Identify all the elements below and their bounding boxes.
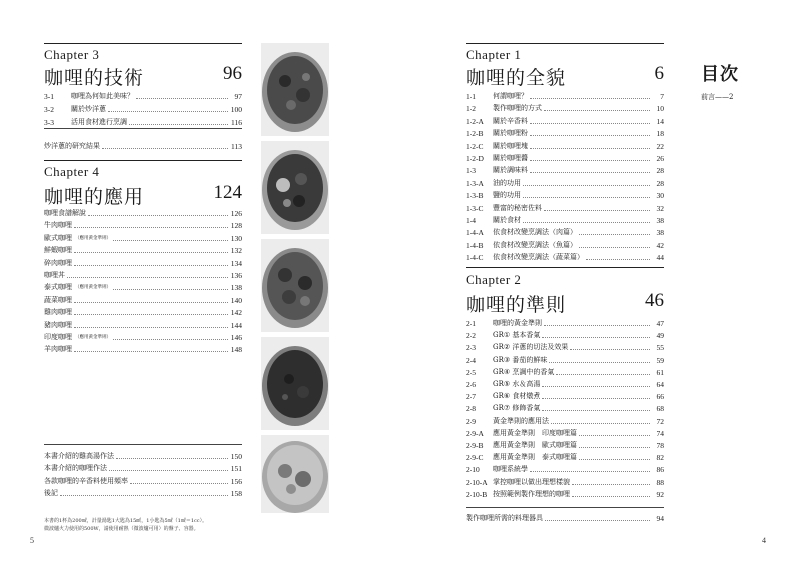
entry-page: 66 xyxy=(656,392,664,402)
entry-note: （應用黃金準則） xyxy=(75,285,111,291)
leader-dots xyxy=(570,349,650,350)
toc-entry xyxy=(466,427,664,438)
toc-entry xyxy=(466,140,664,151)
chapter-2-title: 咖哩的準則 xyxy=(466,294,567,316)
entry-number: 3-2 xyxy=(44,105,54,114)
toc-entry xyxy=(44,487,242,498)
entry-number: 3-1 xyxy=(44,92,54,101)
entry-title: 本書介紹的咖哩作法 xyxy=(44,464,107,473)
leader-dots xyxy=(523,185,650,186)
chapter-3-page: 96 xyxy=(223,63,242,84)
leader-dots xyxy=(74,302,228,303)
entry-title: 泰式咖哩 xyxy=(44,283,72,292)
chapter-3-title: 咖哩的技術 xyxy=(44,67,145,89)
footnote-line-1: 本書的1杯為200㎖，計量湯匙1大匙為15㎖，1小匙為5㎖（1㎖＝1cc）。 xyxy=(44,518,208,524)
entry-title: 油的功用 xyxy=(493,178,521,187)
leader-dots xyxy=(130,483,228,484)
chapter-2-extra-page: 94 xyxy=(656,514,664,523)
entry-title: 關於咖哩粉 xyxy=(493,129,528,138)
chapter-3-extra-page: 113 xyxy=(231,142,242,151)
preface-text: 前言 xyxy=(701,93,715,101)
toc-entry xyxy=(44,207,242,218)
chapter-3-label: Chapter 3 xyxy=(44,47,100,62)
entry-number: 1-2 xyxy=(466,104,476,114)
chapter-3-extra-entry xyxy=(44,140,242,151)
toc-entry xyxy=(44,116,242,127)
entry-title: 蔬菜咖哩 xyxy=(44,295,72,304)
entry-title: 各款咖哩的辛香料使用頻率 xyxy=(44,476,128,485)
photo-curry-3 xyxy=(261,239,329,332)
toc-entry xyxy=(44,90,242,101)
chapter-3-extra-text: 炒洋蔥的研究結果 xyxy=(44,142,100,150)
toc-entry xyxy=(44,281,242,292)
entry-number: 2-5 xyxy=(466,367,476,377)
table-of-contents-heading: 目次 xyxy=(701,64,739,85)
entry-number: 2-8 xyxy=(466,404,476,414)
toc-entry xyxy=(466,251,664,262)
chapter-4-page: 124 xyxy=(213,182,242,203)
entry-page: 82 xyxy=(656,453,664,463)
chapter-2-extra-text: 製作咖哩所需的料理器具 xyxy=(466,514,543,522)
toc-entry xyxy=(44,294,242,305)
leader-dots xyxy=(74,351,228,352)
entry-page: 132 xyxy=(230,246,242,256)
entry-title: GR⑥ 食材燉煮 xyxy=(493,392,541,401)
leader-dots xyxy=(579,234,650,235)
entry-page: 47 xyxy=(656,319,664,328)
leader-dots xyxy=(74,327,228,328)
entry-title: 何謂咖哩？ xyxy=(493,92,528,100)
leader-dots xyxy=(102,148,228,149)
leader-dots xyxy=(108,111,228,112)
toc-entry xyxy=(44,450,242,461)
entry-number: 2-10-B xyxy=(466,489,488,499)
toc-entry xyxy=(466,152,664,163)
toc-entry xyxy=(466,488,664,499)
entry-title: 咖哩為何如此美味？ xyxy=(71,92,134,100)
entry-title: GR⑦ 修飾香氣 xyxy=(493,404,541,413)
chapter-1-label: Chapter 1 xyxy=(466,47,522,62)
entry-page: 140 xyxy=(230,295,242,305)
entry-page: 64 xyxy=(656,380,664,389)
entry-page: 128 xyxy=(230,221,242,231)
toc-entry xyxy=(466,341,664,352)
toc-entry xyxy=(466,90,664,101)
leader-dots xyxy=(113,289,228,290)
entry-title: 羊肉咖哩 xyxy=(44,345,72,354)
leader-dots xyxy=(530,123,650,124)
entry-note: （應用黃金準則） xyxy=(75,335,111,340)
entry-number: 1-2-B xyxy=(466,129,484,139)
entry-number: 2-3 xyxy=(466,343,476,353)
entry-page: 92 xyxy=(656,489,664,499)
entry-title: 關於炒洋蔥 xyxy=(71,105,106,113)
leader-dots xyxy=(549,362,650,363)
chapter-3-divider xyxy=(44,128,242,129)
footnote-line-2: 微波爐火力使用的500W，請使用耐熱（微波爐可用）的盤子、容器。 xyxy=(44,526,199,532)
entry-number: 2-2 xyxy=(466,331,476,341)
entry-title: 本書介紹的雞高湯作法 xyxy=(44,452,114,460)
entry-title: 活用食材進行烹調 xyxy=(71,118,127,126)
leader-dots xyxy=(542,398,650,399)
entry-number: 2-9 xyxy=(466,416,476,426)
chapter-1-title: 咖哩的全貌 xyxy=(466,67,567,89)
entry-title: GR① 基本香氣 xyxy=(493,331,541,340)
entry-page: 28 xyxy=(656,178,664,188)
entry-number: 2-9-C xyxy=(466,453,484,463)
entry-title: 製作咖哩的方式 xyxy=(493,104,542,113)
entry-page: 28 xyxy=(656,166,664,176)
toc-entry xyxy=(466,354,664,365)
leader-dots xyxy=(572,496,650,497)
leader-dots xyxy=(129,124,228,125)
toc-entry xyxy=(466,115,664,126)
toc-entry xyxy=(44,462,242,473)
entry-title: 關於調味料 xyxy=(493,166,528,175)
toc-entry xyxy=(466,226,664,237)
entry-number: 1-3-A xyxy=(466,178,484,188)
entry-page: 148 xyxy=(230,345,242,355)
toc-entry xyxy=(466,451,664,462)
entry-page: 136 xyxy=(230,271,242,280)
chapter-4-title: 咖哩的應用 xyxy=(44,186,145,208)
toc-entry xyxy=(44,219,242,230)
entry-title: 雞肉咖哩 xyxy=(44,308,72,317)
chapter-2-label: Chapter 2 xyxy=(466,272,522,287)
entry-title: 按照範例製作理想的咖哩 xyxy=(493,489,570,498)
leader-dots xyxy=(523,222,650,223)
entry-number: 2-6 xyxy=(466,380,476,389)
leader-dots xyxy=(556,374,650,375)
entry-title: 咖哩食譜解說 xyxy=(44,209,86,217)
entry-number: 1-4 xyxy=(466,216,476,225)
toc-entry xyxy=(466,317,664,328)
leader-dots xyxy=(542,386,650,387)
entry-title: 後記 xyxy=(44,489,58,498)
leader-dots xyxy=(530,471,650,472)
leader-dots xyxy=(544,325,650,326)
entry-title: 鹽的功用 xyxy=(493,191,521,200)
entry-number: 1-2-A xyxy=(466,116,484,126)
photo-curry-4 xyxy=(261,337,329,430)
leader-dots xyxy=(74,265,228,266)
page-number-right: 4 xyxy=(762,536,766,545)
leader-dots xyxy=(579,247,650,248)
toc-entry xyxy=(466,439,664,450)
entry-page: 44 xyxy=(656,253,664,263)
entry-title: 關於咖哩塊 xyxy=(493,141,528,150)
entry-title: 關於食材 xyxy=(493,216,521,224)
entry-page: 22 xyxy=(656,141,664,151)
leader-dots xyxy=(586,259,650,260)
entry-number: 2-9-B xyxy=(466,441,484,450)
leader-dots xyxy=(113,240,228,241)
leader-dots xyxy=(60,495,228,496)
entry-title: 黃金準則的應用法 xyxy=(493,416,549,425)
entry-number: 1-2-C xyxy=(466,141,484,151)
entry-number: 2-10-A xyxy=(466,477,488,487)
entry-title: 掌控咖哩以做出理想樣貌 xyxy=(493,477,570,486)
toc-entry xyxy=(466,177,664,188)
entry-page: 97 xyxy=(234,92,242,101)
entry-page: 26 xyxy=(656,154,664,163)
leader-dots xyxy=(109,470,228,471)
entry-title: GR④ 烹調中的香氣 xyxy=(493,367,555,376)
chapter-1-page: 6 xyxy=(654,63,664,84)
photo-curry-5 xyxy=(261,435,329,513)
entry-number: 2-7 xyxy=(466,392,476,402)
appendix-top-rule xyxy=(44,444,242,445)
leader-dots xyxy=(572,484,650,485)
toc-entry xyxy=(466,239,664,250)
entry-number: 1-4-C xyxy=(466,253,484,263)
entry-title: 依食材改變烹調法（肉篇） xyxy=(493,228,577,237)
leader-dots xyxy=(67,277,228,278)
leader-dots xyxy=(113,339,228,340)
entry-title: 依食材改變烹調法（蔬菜篇） xyxy=(493,253,584,262)
entry-title: 咖哩系統學 xyxy=(493,465,528,474)
toc-entry xyxy=(44,475,242,486)
entry-number: 2-10 xyxy=(466,465,480,475)
entry-note: （應用黃金準則） xyxy=(75,235,111,241)
entry-page: 100 xyxy=(230,105,242,114)
page-number-left: 5 xyxy=(30,536,34,545)
toc-entry xyxy=(466,102,664,113)
entry-page: 61 xyxy=(656,367,664,377)
entry-page: 151 xyxy=(230,464,242,474)
leader-dots xyxy=(530,160,650,161)
entry-page: 38 xyxy=(656,216,664,225)
preface-dash: —— xyxy=(715,93,729,101)
leader-dots xyxy=(136,98,228,99)
entry-title: 關於咖哩醬 xyxy=(493,154,528,162)
toc-entry xyxy=(466,329,664,340)
entry-title: GR③ 番茄的鮮味 xyxy=(493,355,548,364)
leader-dots xyxy=(542,410,650,411)
entry-number: 2-1 xyxy=(466,319,476,328)
entry-title: 應用黃金準則 印度咖哩篇 xyxy=(493,428,577,437)
entry-title: 牛肉咖哩 xyxy=(44,221,72,230)
entry-number: 1-4-B xyxy=(466,240,484,250)
toc-entry xyxy=(466,214,664,225)
entry-page: 146 xyxy=(230,333,242,342)
entry-title: 咖哩丼 xyxy=(44,271,65,279)
entry-page: 138 xyxy=(230,283,242,293)
leader-dots xyxy=(530,98,650,99)
chapter-2-extra-entry xyxy=(466,512,664,523)
toc-entry xyxy=(466,463,664,474)
leader-dots xyxy=(551,423,650,424)
entry-number: 1-3-C xyxy=(466,203,484,213)
toc-entry xyxy=(44,269,242,280)
entry-page: 14 xyxy=(656,116,664,126)
entry-number: 1-4-A xyxy=(466,228,484,238)
toc-entry xyxy=(466,378,664,389)
entry-title: 應用黃金準則 歐式咖哩篇 xyxy=(493,441,577,449)
chapter-2-page: 46 xyxy=(645,290,664,311)
leader-dots xyxy=(74,314,228,315)
leader-dots xyxy=(579,447,650,448)
entry-title: 鮮蝦咖哩 xyxy=(44,246,72,255)
entry-page: 144 xyxy=(230,320,242,330)
entry-number: 1-1 xyxy=(466,92,476,101)
photo-curry-1 xyxy=(261,43,329,136)
entry-title: 碎肉咖哩 xyxy=(44,258,72,267)
entry-page: 78 xyxy=(656,441,664,450)
toc-entry xyxy=(466,164,664,175)
entry-number: 1-2-D xyxy=(466,154,484,163)
entry-page: 156 xyxy=(230,476,242,486)
leader-dots xyxy=(579,435,650,436)
entry-number: 2-4 xyxy=(466,355,476,365)
entry-page: 49 xyxy=(656,331,664,341)
entry-title: 豐富的秘密佐料 xyxy=(493,203,542,212)
leader-dots xyxy=(88,215,228,216)
entry-page: 88 xyxy=(656,477,664,487)
toc-entry xyxy=(44,306,242,317)
entry-page: 142 xyxy=(230,308,242,318)
toc-entry xyxy=(466,127,664,138)
leader-dots xyxy=(530,148,650,149)
leader-dots xyxy=(544,210,650,211)
entry-title: 應用黃金準則 泰式咖哩篇 xyxy=(493,453,577,462)
leader-dots xyxy=(523,197,650,198)
entry-number: 1-3 xyxy=(466,166,476,176)
leader-dots xyxy=(545,520,650,521)
toc-entry xyxy=(466,476,664,487)
entry-page: 55 xyxy=(656,343,664,353)
entry-page: 30 xyxy=(656,191,664,201)
chapter-1-top-rule xyxy=(466,43,664,44)
leader-dots xyxy=(579,459,650,460)
toc-entry xyxy=(44,343,242,354)
entry-page: 158 xyxy=(230,489,242,499)
leader-dots xyxy=(530,135,650,136)
entry-number: 2-9-A xyxy=(466,428,484,438)
entry-page: 42 xyxy=(656,240,664,250)
entry-page: 10 xyxy=(656,104,664,114)
leader-dots xyxy=(544,110,650,111)
chapter-2-divider xyxy=(466,507,664,508)
entry-page: 134 xyxy=(230,258,242,268)
entry-page: 59 xyxy=(656,355,664,365)
entry-title: 歐式咖哩 xyxy=(44,233,72,242)
entry-title: GR⑤ 水＆高湯 xyxy=(493,380,541,388)
toc-entry xyxy=(44,257,242,268)
photo-curry-2 xyxy=(261,141,329,234)
chapter-2-top-rule xyxy=(466,267,664,268)
entry-page: 68 xyxy=(656,404,664,414)
entry-number: 1-3-B xyxy=(466,191,484,201)
toc-entry xyxy=(44,244,242,255)
entry-page: 74 xyxy=(656,428,664,438)
entry-page: 116 xyxy=(231,118,242,127)
toc-entry xyxy=(466,390,664,401)
entry-page: 7 xyxy=(660,92,664,101)
entry-title: GR② 洋蔥的切法及效果 xyxy=(493,343,569,352)
footnote xyxy=(44,517,244,533)
entry-page: 150 xyxy=(230,452,242,461)
toc-entry xyxy=(466,366,664,377)
entry-page: 130 xyxy=(230,233,242,243)
toc-entry xyxy=(44,331,242,342)
chapter-3-top-rule xyxy=(44,43,242,44)
leader-dots xyxy=(116,458,228,459)
leader-dots xyxy=(530,172,650,173)
leader-dots xyxy=(74,252,228,253)
preface-entry xyxy=(701,92,733,102)
entry-page: 38 xyxy=(656,228,664,238)
toc-entry xyxy=(466,202,664,213)
entry-page: 126 xyxy=(230,209,242,218)
toc-entry xyxy=(44,232,242,243)
entry-page: 18 xyxy=(656,129,664,139)
entry-title: 印度咖哩 xyxy=(44,333,72,341)
leader-dots xyxy=(542,337,650,338)
entry-title: 咖哩的黃金準則 xyxy=(493,319,542,327)
toc-entry xyxy=(44,319,242,330)
preface-page: 2 xyxy=(729,93,734,101)
entry-number: 3-3 xyxy=(44,118,54,127)
toc-entry xyxy=(44,103,242,114)
entry-title: 豬肉咖哩 xyxy=(44,320,72,329)
leader-dots xyxy=(74,227,228,228)
toc-entry xyxy=(466,415,664,426)
entry-page: 86 xyxy=(656,465,664,475)
entry-page: 72 xyxy=(656,416,664,426)
chapter-4-label: Chapter 4 xyxy=(44,164,100,179)
entry-title: 關於辛香料 xyxy=(493,116,528,125)
entry-title: 依食材改變烹調法（魚篇） xyxy=(493,240,577,249)
entry-page: 32 xyxy=(656,203,664,213)
chapter-4-top-rule xyxy=(44,160,242,161)
toc-entry xyxy=(466,402,664,413)
toc-entry xyxy=(466,189,664,200)
